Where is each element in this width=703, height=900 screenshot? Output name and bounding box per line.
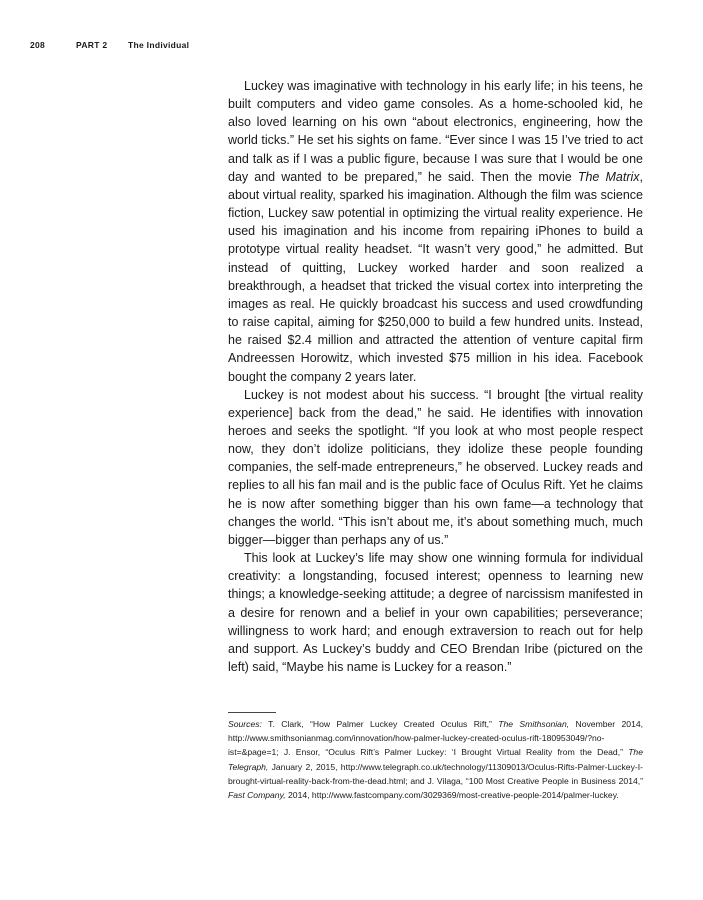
publication-2: The Telegraph,	[228, 747, 643, 772]
sources-text-4: 2014, http://www.fastcompany.com/3029369/most-creative-people-2014/palmer-luckey.	[285, 790, 619, 801]
sources-text-2: November 2014, http://www.smithsonianmag.com/innovation/how-palmer-luckey-created-oculus-rift-180953049/?no-ist=&page=1; J. Ensor, “Oculus Rift’s Palmer Luckey: ‘I Brought Virtual Reality from the Dead,”	[228, 719, 644, 758]
film-title: The Matrix	[577, 169, 640, 184]
sources-text-3: January 2, 2015, http://www.telegraph.co.uk/technology/11309013/Oculus-Rifts-Palmer-Luckey-I-brought-virtual-reality-back-from-the-dead.html; and J. Vilaga, “100 Most Creative People in Business 2014,”	[228, 761, 643, 786]
section-title: The Individual	[128, 40, 190, 50]
main-text	[228, 77, 643, 676]
sources-label: Sources:	[228, 719, 262, 729]
page-number: 208	[30, 40, 46, 50]
part-label: PART 2	[76, 40, 108, 50]
paragraph-2: Luckey is not modest about his success. “I brought [the virtual reality experience] back from the dead,” he said. He identifies with innovation heroes and seeks the spotlight. “If you look at who most people respect now, they don’t idolize politicians, they idolize these people founding companies, the self-made entrepreneurs,” he observed. Luckey reads and replies to all his fan mail and is the public face of Oculus Rift. Yet he claims he is now after something bigger than his own fame—a technology that changes the world. “This isn’t about me, it’s about something much, much bigger—bigger than perhaps any of us.”	[228, 387, 643, 547]
publication-3: Fast Company,	[228, 790, 286, 801]
paragraph-1	[228, 77, 643, 386]
sources-note	[228, 717, 643, 802]
publication-1: The Smithsonian,	[498, 719, 570, 729]
paragraph-3: This look at Luckey’s life may show one winning formula for individual creativity: a longstanding, focused interest; openness to learning new things; a knowledge-seeking attitude; a degree of narcissism manifested in a desire for renown and a belief in your own capabilities; perseverance; willingness to work hard; and enough extraversion to reach out for help and support. As Luckey’s buddy and CEO Brendan Iribe (pictured on the left) said, “Maybe his name is Luckey for a reason.”	[228, 551, 643, 674]
running-header	[30, 40, 189, 50]
sources-text-1: T. Clark, “How Palmer Luckey Created Oculus Rift,”	[261, 719, 499, 729]
paragraph-1-text-b: , about virtual reality, sparked his imagination. Although the film was science fiction, Luckey saw potential in optimizing the virtual reality experience. He used his imagination and his income from repairing iPhones to build a prototype virtual reality headset. “It wasn’t very good,” he admitted. But instead of quitting, Luckey worked harder and soon realized a breakthrough, a headset that tricked the visual cortex into interpreting the images as real. He quickly broadcast his success and used crowdfunding to raise capital, aiming for $250,000 to build a few hundred units. Instead, he raised $2.4 million and attracted the attention of venture capital firm Andreessen Horowitz, which invested $75 million in his idea. Facebook bought the company 2 years later.	[228, 169, 643, 384]
footnote-divider	[228, 712, 276, 713]
paragraph-1-text-a: Luckey was imaginative with technology in his early life; in his teens, he built computers and video game consoles. As a home-schooled kid, he also loved learning on his own “about electronics, engineering, how the world ticks.” He set his sights on fame. “Ever since I was 15 I’ve tried to act and talk as if I was a public figure, because I was sure that I would be one day and wanted to be prepared,” he said. Then the movie	[228, 79, 643, 184]
